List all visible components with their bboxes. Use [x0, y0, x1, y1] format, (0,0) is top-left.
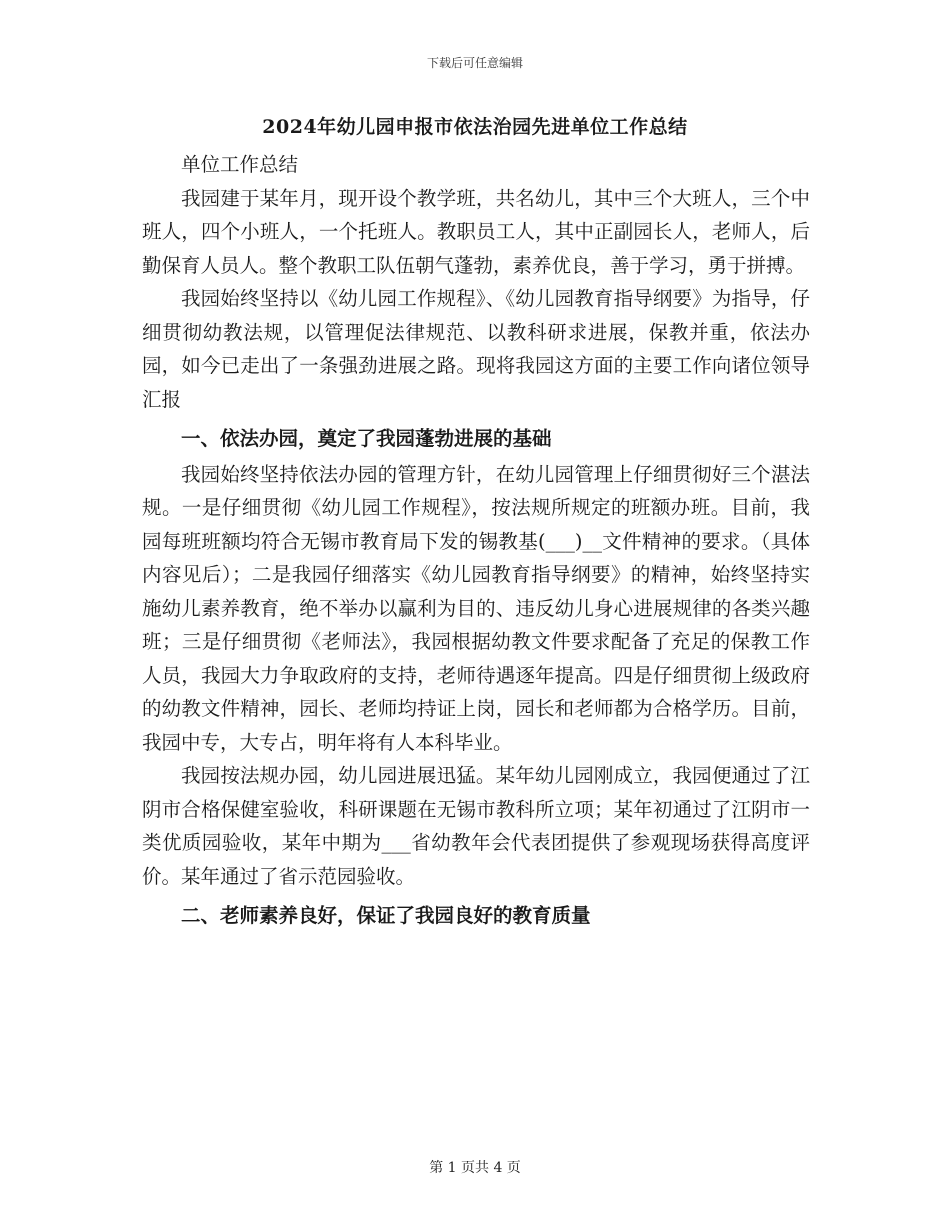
page-number: 第 1 页共 4 页 [429, 1160, 521, 1176]
paragraph-development: 我园按法规办园，幼儿园进展迅猛。某年幼儿园刚成立，我园便通过了江阴市合格保健室验收，科研课题在无锡市教科所立项；某年初通过了江阴市一类优质园验收，某年中期为___省幼教年会代表团提供了参观现场获得高度评价。某年通过了省示范园验收。 [142, 764, 810, 888]
paragraph-unit-summary: 单位工作总结 [181, 153, 299, 176]
paragraph-intro: 我园建于某年月，现开设个教学班，共名幼儿，其中三个大班人，三个中班人，四个小班人，一个托班人。教职员工人，其中正副园长人，老师人，后勤保育人员人。整个教职工队伍朝气蓬勃，素养优良，善于学习，勇于拼搏。 [142, 186, 810, 277]
section-heading-1: 一、依法办园，奠定了我园蓬勃进展的基础 [181, 427, 552, 450]
document-title: 2024年幼儿园申报市依法治园先进单位工作总结 [262, 116, 688, 138]
document-body [142, 148, 810, 935]
header-note: 下载后可任意编辑 [426, 56, 523, 70]
paragraph-guidance: 我园始终坚持以《幼儿园工作规程》、《幼儿园教育指导纲要》为指导，仔细贯彻幼教法规，以管理促法律规范、以教科研求进展，保教并重，依法办园，如今已走出了一条强劲进展之路。现将我园这方面的主要工作向诸位领导汇报 [142, 287, 810, 411]
section-heading-2: 二、老师素养良好，保证了我园良好的教育质量 [181, 904, 591, 927]
paragraph-law-management: 我园始终坚持依法办园的管理方针，在幼儿园管理上仔细贯彻好三个湛法规。一是仔细贯彻《幼儿园工作规程》，按法规所规定的班额办班。目前，我园每班班额均符合无锡市教育局下发的锡教基(___)__文件精神的要求。（具体内容见后）；二是我园仔细落实《幼儿园教育指导纲要》的精神，始终坚持实施幼儿素养教育，绝不举办以赢利为目的、违反幼儿身心进展规律的各类兴趣班；三是仔细贯彻《老师法》，我园根据幼教文件要求配备了充足的保教工作人员，我园大力争取政府的支持，老师待遇逐年提高。四是仔细贯彻上级政府的幼教文件精神，园长、老师均持证上岗，园长和老师都为合格学历。目前，我园中专，大专占，明年将有人本科毕业。 [142, 462, 810, 754]
